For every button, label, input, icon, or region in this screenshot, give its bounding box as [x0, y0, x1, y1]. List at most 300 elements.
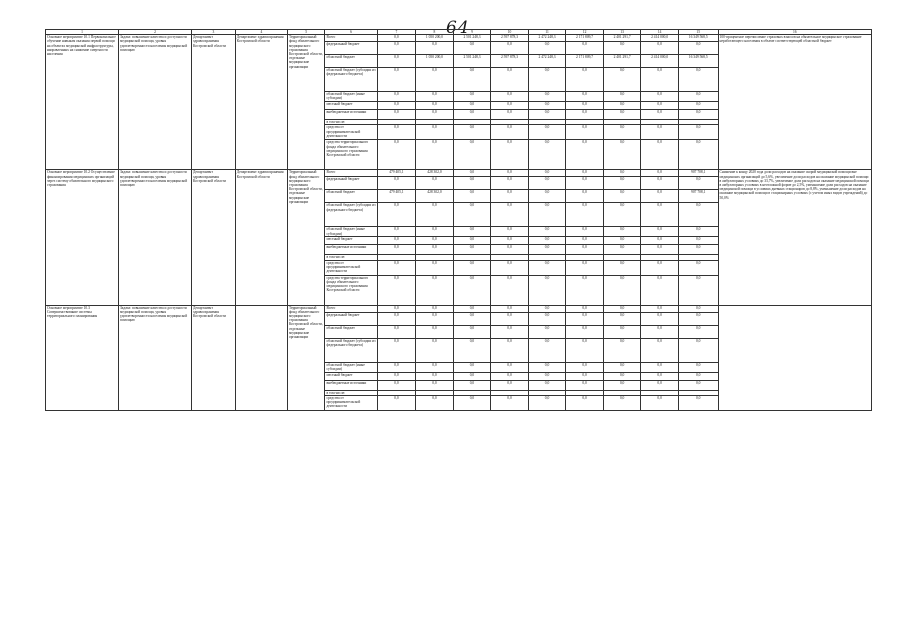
amount-cell: 0,0 [377, 55, 416, 68]
amount-cell: 0,0 [641, 140, 679, 170]
amount-cell: 0,0 [528, 190, 566, 203]
amount-cell: 0,0 [641, 395, 679, 410]
amount-cell: 0,0 [603, 372, 641, 380]
funding-source: средства территориального фонда обязательного медицинского страхования Костромской области [325, 275, 377, 305]
amount-cell: 0,0 [453, 102, 491, 110]
amount-cell: 0,0 [678, 338, 718, 362]
amount-cell: 0,0 [528, 275, 566, 305]
funding-source: внебюджетные источники [325, 245, 377, 255]
amount-cell: 0,0 [566, 245, 604, 255]
amount-cell: 2 171 809,7 [566, 35, 604, 42]
amount-cell: 0,0 [566, 177, 604, 190]
amount-cell: 0,0 [491, 372, 529, 380]
amount-cell: 0,0 [453, 237, 491, 245]
amount-cell: 0,0 [566, 203, 604, 227]
amount-cell: 0,0 [603, 237, 641, 245]
amount-cell: 479 405,1 [377, 170, 416, 177]
amount-cell: 0,0 [603, 42, 641, 55]
amount-cell: 0,0 [453, 190, 491, 203]
funding-source: областной бюджет [325, 55, 377, 68]
amount-cell: 0,0 [566, 125, 604, 140]
amount-cell: 0,0 [603, 338, 641, 362]
amount-cell: 0,0 [416, 102, 454, 110]
amount-cell: 0,0 [603, 170, 641, 177]
column-number: 11 [528, 30, 566, 35]
funding-source: местный бюджет [325, 102, 377, 110]
amount-cell: 0,0 [416, 305, 454, 312]
amount-cell: 0,0 [678, 42, 718, 55]
executor-cell: Департамент здравоохранения Костромской области [192, 35, 236, 170]
amount-cell: 0,0 [416, 125, 454, 140]
amount-cell: 0,0 [377, 42, 416, 55]
result-cell: 100-процентное перечисление страховых взносов на обязательное медицинское страхование неработающего населения в объеме соответствующей областной бюджет [718, 35, 871, 170]
amount-cell: 0,0 [453, 140, 491, 170]
amount-cell: 0,0 [641, 92, 679, 102]
amount-cell: 0,0 [528, 380, 566, 390]
amount-cell: 0,0 [603, 190, 641, 203]
amount-cell: 0,0 [491, 362, 529, 372]
amount-cell: 0,0 [453, 68, 491, 92]
funding-source: средства от предпринимательской деятельности [325, 125, 377, 140]
amount-cell: 0,0 [566, 237, 604, 245]
amount-cell: 0,0 [566, 190, 604, 203]
coexecutor-cell: Департамент здравоохранения Костромской области [235, 35, 287, 170]
amount-cell: 0,0 [453, 372, 491, 380]
funding-source: федеральный бюджет [325, 42, 377, 55]
amount-cell: 0,0 [566, 395, 604, 410]
funding-source: в том числе: [325, 390, 377, 395]
amount-cell: 0,0 [678, 203, 718, 227]
table-row [46, 170, 872, 177]
amount-cell: 0,0 [377, 125, 416, 140]
column-number: 12 [566, 30, 604, 35]
amount-cell: 0,0 [566, 362, 604, 372]
amount-cell: 0,0 [416, 245, 454, 255]
amount-cell: 0,0 [678, 260, 718, 275]
amount-cell: 0,0 [528, 68, 566, 92]
amount-cell: 0,0 [453, 380, 491, 390]
amount-cell: 0,0 [678, 102, 718, 110]
amount-cell: 0,0 [678, 237, 718, 245]
amount-cell: 2 401 291,7 [603, 55, 641, 68]
amount-cell: 0,0 [453, 125, 491, 140]
task-cell: Задача: повышение качества и доступности медицинской помощи, уровня удовлетворенности населения медицинской помощью [119, 170, 192, 305]
amount-cell: 0,0 [641, 305, 679, 312]
page-number: 64 [446, 18, 470, 38]
amount-cell: 2 472 248,3 [528, 55, 566, 68]
funding-source: федеральный бюджет [325, 312, 377, 325]
activity-cell: Основное мероприятие 10.1 Первоначальное обучение навыкам оказания первой помощи на объектах медицинской инфраструктуры, направленных на снижение смертности населения [46, 35, 119, 170]
amount-cell: 16 349 568,5 [678, 55, 718, 68]
column-number: 3 [192, 30, 236, 35]
amount-cell: 0,0 [528, 260, 566, 275]
amount-cell: 0,0 [416, 395, 454, 410]
amount-cell: 0,0 [641, 372, 679, 380]
amount-cell: 0,0 [491, 338, 529, 362]
amount-cell: 0,0 [603, 68, 641, 92]
funding-source: в том числе: [325, 120, 377, 125]
amount-cell: 2 472 248,3 [528, 35, 566, 42]
amount-cell: 0,0 [377, 305, 416, 312]
amount-cell: 0,0 [528, 325, 566, 338]
amount-cell: 0,0 [603, 203, 641, 227]
amount-cell: 0,0 [566, 140, 604, 170]
amount-cell: 0,0 [678, 92, 718, 102]
amount-cell: 2 501 248,3 [453, 35, 491, 42]
table-row [46, 305, 872, 312]
amount-cell: 0,0 [491, 237, 529, 245]
amount-cell: 0,0 [603, 125, 641, 140]
amount-cell: 0,0 [603, 325, 641, 338]
funding-source: местный бюджет [325, 237, 377, 245]
amount-cell: 0,0 [603, 395, 641, 410]
amount-cell: 0,0 [528, 125, 566, 140]
amount-cell: 0,0 [416, 203, 454, 227]
amount-cell: 0,0 [491, 380, 529, 390]
amount-cell: 0,0 [416, 42, 454, 55]
amount-cell: 0,0 [491, 110, 529, 120]
amount-cell: 0,0 [377, 338, 416, 362]
result-cell: Снижение к концу 2020 года доли расходов на оказание скорой медицинской помощи вне медицинских организаций до 5,6%, увеличение доли расходов на оказание медицинской помощи в амбулаторных условиях до 33,7%, увеличение доли расходов на оказание медицинской помощи в амбулаторных условиях в неотложной форме до 2,5%, уменьшение доли расходов на оказание медицинской помощи в условиях дневных стационаров до 8,8%, уменьшение доли расходов на оказание медицинской помощи в стационарных условиях (с учетом иных видов учреждений) до 50,0% [718, 170, 871, 305]
column-number: 6 [325, 30, 377, 35]
amount-cell: 0,0 [377, 312, 416, 325]
amount-cell: 0,0 [377, 203, 416, 227]
amount-cell: 0,0 [641, 237, 679, 245]
activity-cell: Основное мероприятие 10.3 Совершенствование системы территориального планирования [46, 305, 119, 410]
amount-cell: 0,0 [641, 362, 679, 372]
amount-cell: 428 302,0 [416, 190, 454, 203]
amount-cell: 0,0 [603, 110, 641, 120]
amount-cell: 0,0 [453, 395, 491, 410]
amount-cell: 0,0 [678, 245, 718, 255]
amount-cell: 0,0 [678, 395, 718, 410]
amount-cell: 0,0 [491, 325, 529, 338]
amount-cell: 0,0 [566, 325, 604, 338]
amount-cell: 0,0 [641, 325, 679, 338]
funding-source: областной бюджет [325, 325, 377, 338]
amount-cell: 0,0 [678, 312, 718, 325]
amount-cell: 0,0 [678, 68, 718, 92]
amount-cell: 0,0 [377, 102, 416, 110]
amount-cell: 0,0 [641, 177, 679, 190]
amount-cell: 0,0 [641, 380, 679, 390]
amount-cell: 0,0 [566, 275, 604, 305]
amount-cell: 0,0 [416, 68, 454, 92]
amount-cell: 0,0 [491, 190, 529, 203]
executor-cell: Департамент здравоохранения Костромской области [192, 170, 236, 305]
amount-cell: 0,0 [377, 395, 416, 410]
amount-cell: 0,0 [491, 245, 529, 255]
amount-cell: 0,0 [641, 190, 679, 203]
column-number: 5 [287, 30, 325, 35]
funding-source: областной бюджет (иные субсидии) [325, 227, 377, 237]
amount-cell: 0,0 [641, 338, 679, 362]
amount-cell: 428 302,0 [416, 170, 454, 177]
amount-cell: 0,0 [377, 177, 416, 190]
amount-cell: 0,0 [566, 170, 604, 177]
fund-cell: Территориальный фонд обязательного медицинского страхования Костромской области, отдельные медицинские организации [287, 35, 325, 170]
amount-cell: 0,0 [603, 92, 641, 102]
amount-cell: 0,0 [377, 110, 416, 120]
funding-source: Всего [325, 35, 377, 42]
amount-cell: 0,0 [678, 372, 718, 380]
amount-cell: 0,0 [377, 325, 416, 338]
amount-cell: 0,0 [641, 102, 679, 110]
amount-cell: 0,0 [678, 227, 718, 237]
amount-cell: 0,0 [416, 275, 454, 305]
funding-source: внебюджетные источники [325, 380, 377, 390]
amount-cell: 0,0 [528, 338, 566, 362]
amount-cell: 0,0 [566, 260, 604, 275]
amount-cell: 0,0 [603, 362, 641, 372]
amount-cell: 0,0 [453, 362, 491, 372]
amount-cell: 0,0 [678, 275, 718, 305]
amount-cell: 0,0 [528, 170, 566, 177]
column-number: 13 [603, 30, 641, 35]
amount-cell: 0,0 [566, 110, 604, 120]
amount-cell: 0,0 [566, 305, 604, 312]
amount-cell: 907 708,1 [678, 190, 718, 203]
fund-cell: Территориальный фонд обязательного медицинского страхования Костромской области, отдельные медицинские организации [287, 170, 325, 305]
column-number: 15 [678, 30, 718, 35]
amount-cell: 0,0 [641, 312, 679, 325]
amount-cell: 0,0 [566, 372, 604, 380]
amount-cell: 0,0 [528, 102, 566, 110]
amount-cell: 0,0 [453, 260, 491, 275]
amount-cell: 0,0 [491, 177, 529, 190]
amount-cell: 0,0 [453, 42, 491, 55]
amount-cell: 0,0 [416, 325, 454, 338]
amount-cell: 0,0 [453, 245, 491, 255]
amount-cell: 0,0 [641, 68, 679, 92]
column-number: 9 [453, 30, 491, 35]
amount-cell: 0,0 [528, 227, 566, 237]
amount-cell: 0,0 [453, 203, 491, 227]
funding-source: областной бюджет (иные субсидии) [325, 92, 377, 102]
table-row [46, 35, 872, 42]
amount-cell: 2 414 000,0 [641, 35, 679, 42]
funding-source: Всего [325, 170, 377, 177]
amount-cell: 0,0 [453, 177, 491, 190]
amount-cell: 0,0 [566, 380, 604, 390]
amount-cell: 1 050 200,0 [416, 55, 454, 68]
column-number: 16 [718, 30, 871, 35]
column-number: 1 [46, 30, 119, 35]
amount-cell: 0,0 [678, 305, 718, 312]
funding-source: Всего [325, 305, 377, 312]
amount-cell: 0,0 [528, 140, 566, 170]
amount-cell: 2 597 878,3 [491, 55, 529, 68]
activity-cell: Основное мероприятие 10.2 Осуществление финансирования медицинских организаций через систему обязательного медицинского страхования [46, 170, 119, 305]
amount-cell: 0,0 [528, 312, 566, 325]
amount-cell: 0,0 [566, 102, 604, 110]
task-cell: Задача: повышение качества и доступности медицинской помощи, уровня удовлетворенности населения медицинской помощью [119, 35, 192, 170]
funding-source: внебюджетные источники [325, 110, 377, 120]
funding-source: в том числе: [325, 255, 377, 260]
amount-cell: 0,0 [603, 177, 641, 190]
amount-cell: 0,0 [491, 170, 529, 177]
amount-cell: 0,0 [453, 170, 491, 177]
amount-cell: 0,0 [377, 275, 416, 305]
amount-cell: 0,0 [641, 170, 679, 177]
amount-cell: 0,0 [603, 102, 641, 110]
column-number: 10 [491, 30, 529, 35]
amount-cell: 0,0 [678, 362, 718, 372]
column-number: 4 [235, 30, 287, 35]
amount-cell: 0,0 [416, 237, 454, 245]
amount-cell: 0,0 [453, 227, 491, 237]
column-number: 8 [416, 30, 454, 35]
amount-cell: 0,0 [528, 362, 566, 372]
column-number: 2 [119, 30, 192, 35]
amount-cell: 0,0 [566, 312, 604, 325]
amount-cell: 0,0 [678, 125, 718, 140]
amount-cell: 0,0 [566, 68, 604, 92]
amount-cell: 0,0 [491, 395, 529, 410]
amount-cell: 0,0 [603, 305, 641, 312]
amount-cell: 2 414 000,0 [641, 55, 679, 68]
amount-cell: 0,0 [678, 325, 718, 338]
task-cell: Задача: повышение качества и доступности медицинской помощи, уровня удовлетворенности населения медицинской помощью [119, 305, 192, 410]
funding-source: средства от предпринимательской деятельности [325, 260, 377, 275]
amount-cell: 0,0 [603, 275, 641, 305]
amount-cell: 0,0 [566, 227, 604, 237]
amount-cell: 0,0 [416, 260, 454, 275]
amount-cell: 0,0 [377, 140, 416, 170]
amount-cell: 0,0 [528, 110, 566, 120]
amount-cell: 0,0 [678, 380, 718, 390]
amount-cell: 0,0 [416, 372, 454, 380]
amount-cell: 2 171 809,7 [566, 55, 604, 68]
amount-cell: 0,0 [377, 260, 416, 275]
amount-cell: 0,0 [453, 325, 491, 338]
funding-source: областной бюджет [325, 190, 377, 203]
amount-cell: 0,0 [678, 110, 718, 120]
amount-cell: 0,0 [528, 237, 566, 245]
amount-cell: 0,0 [377, 362, 416, 372]
amount-cell: 0,0 [416, 92, 454, 102]
amount-cell: 0,0 [491, 125, 529, 140]
funding-source: средства от предпринимательской деятельности [325, 395, 377, 410]
amount-cell: 16 349 568,5 [678, 35, 718, 42]
amount-cell: 0,0 [491, 275, 529, 305]
amount-cell: 0,0 [416, 227, 454, 237]
column-number: 14 [641, 30, 679, 35]
amount-cell: 0,0 [453, 110, 491, 120]
amount-cell: 0,0 [641, 110, 679, 120]
amount-cell: 0,0 [491, 260, 529, 275]
amount-cell: 0,0 [491, 140, 529, 170]
executor-cell: Департамент здравоохранения Костромской области [192, 305, 236, 410]
amount-cell: 0,0 [491, 227, 529, 237]
amount-cell: 0,0 [603, 260, 641, 275]
amount-cell: 479 405,1 [377, 190, 416, 203]
amount-cell: 0,0 [416, 140, 454, 170]
amount-cell: 0,0 [377, 372, 416, 380]
amount-cell: 0,0 [377, 227, 416, 237]
amount-cell: 0,0 [377, 68, 416, 92]
amount-cell: 0,0 [528, 177, 566, 190]
amount-cell: 0,0 [377, 35, 416, 42]
budget-table [45, 29, 872, 411]
amount-cell: 0,0 [641, 260, 679, 275]
amount-cell: 0,0 [528, 42, 566, 55]
amount-cell: 2 401 291,7 [603, 35, 641, 42]
amount-cell: 0,0 [491, 102, 529, 110]
amount-cell: 0,0 [528, 372, 566, 380]
amount-cell: 2 501 248,3 [453, 55, 491, 68]
result-cell [718, 305, 871, 410]
amount-cell: 0,0 [453, 312, 491, 325]
funding-source: областной бюджет (субсидии из федерального бюджета) [325, 68, 377, 92]
amount-cell: 0,0 [603, 140, 641, 170]
coexecutor-cell [235, 305, 287, 410]
amount-cell: 907 708,1 [678, 170, 718, 177]
column-number: 7 [377, 30, 416, 35]
amount-cell: 0,0 [566, 338, 604, 362]
amount-cell: 0,0 [603, 227, 641, 237]
amount-cell: 0,0 [528, 245, 566, 255]
amount-cell: 0,0 [491, 305, 529, 312]
amount-cell: 2 597 878,3 [491, 35, 529, 42]
amount-cell: 0,0 [678, 140, 718, 170]
amount-cell: 0,0 [566, 92, 604, 102]
amount-cell: 0,0 [603, 245, 641, 255]
amount-cell: 0,0 [528, 395, 566, 410]
amount-cell: 0,0 [491, 312, 529, 325]
amount-cell: 0,0 [377, 237, 416, 245]
amount-cell: 0,0 [603, 312, 641, 325]
amount-cell: 0,0 [528, 92, 566, 102]
coexecutor-cell: Департамент здравоохранения Костромской области [235, 170, 287, 305]
amount-cell: 1 050 200,0 [416, 35, 454, 42]
amount-cell: 0,0 [528, 203, 566, 227]
amount-cell: 0,0 [566, 42, 604, 55]
amount-cell: 0,0 [377, 245, 416, 255]
amount-cell: 0,0 [377, 92, 416, 102]
amount-cell: 0,0 [416, 110, 454, 120]
amount-cell: 0,0 [453, 338, 491, 362]
amount-cell: 0,0 [641, 275, 679, 305]
funding-source: средства территориального фонда обязательного медицинского страхования Костромской области [325, 140, 377, 170]
amount-cell: 0,0 [641, 203, 679, 227]
amount-cell: 0,0 [641, 125, 679, 140]
amount-cell: 0,0 [377, 380, 416, 390]
amount-cell: 0,0 [416, 312, 454, 325]
amount-cell: 0,0 [453, 92, 491, 102]
funding-source: местный бюджет [325, 372, 377, 380]
funding-source: областной бюджет (иные субсидии) [325, 362, 377, 372]
amount-cell: 0,0 [641, 42, 679, 55]
amount-cell: 0,0 [641, 245, 679, 255]
fund-cell: Территориальный фонд обязательного медицинского страхования Костромской области, отдельные медицинские организации [287, 305, 325, 410]
amount-cell: 0,0 [453, 305, 491, 312]
amount-cell: 0,0 [416, 362, 454, 372]
amount-cell: 0,0 [641, 227, 679, 237]
amount-cell: 0,0 [528, 305, 566, 312]
amount-cell: 0,0 [416, 177, 454, 190]
amount-cell: 0,0 [416, 338, 454, 362]
funding-source: областной бюджет (субсидии из федерального бюджета) [325, 203, 377, 227]
amount-cell: 0,0 [491, 42, 529, 55]
amount-cell: 0,0 [491, 92, 529, 102]
funding-source: федеральный бюджет [325, 177, 377, 190]
amount-cell: 0,0 [491, 68, 529, 92]
amount-cell: 0,0 [678, 177, 718, 190]
amount-cell: 0,0 [603, 380, 641, 390]
funding-source: областной бюджет (субсидии из федерального бюджета) [325, 338, 377, 362]
amount-cell: 0,0 [453, 275, 491, 305]
